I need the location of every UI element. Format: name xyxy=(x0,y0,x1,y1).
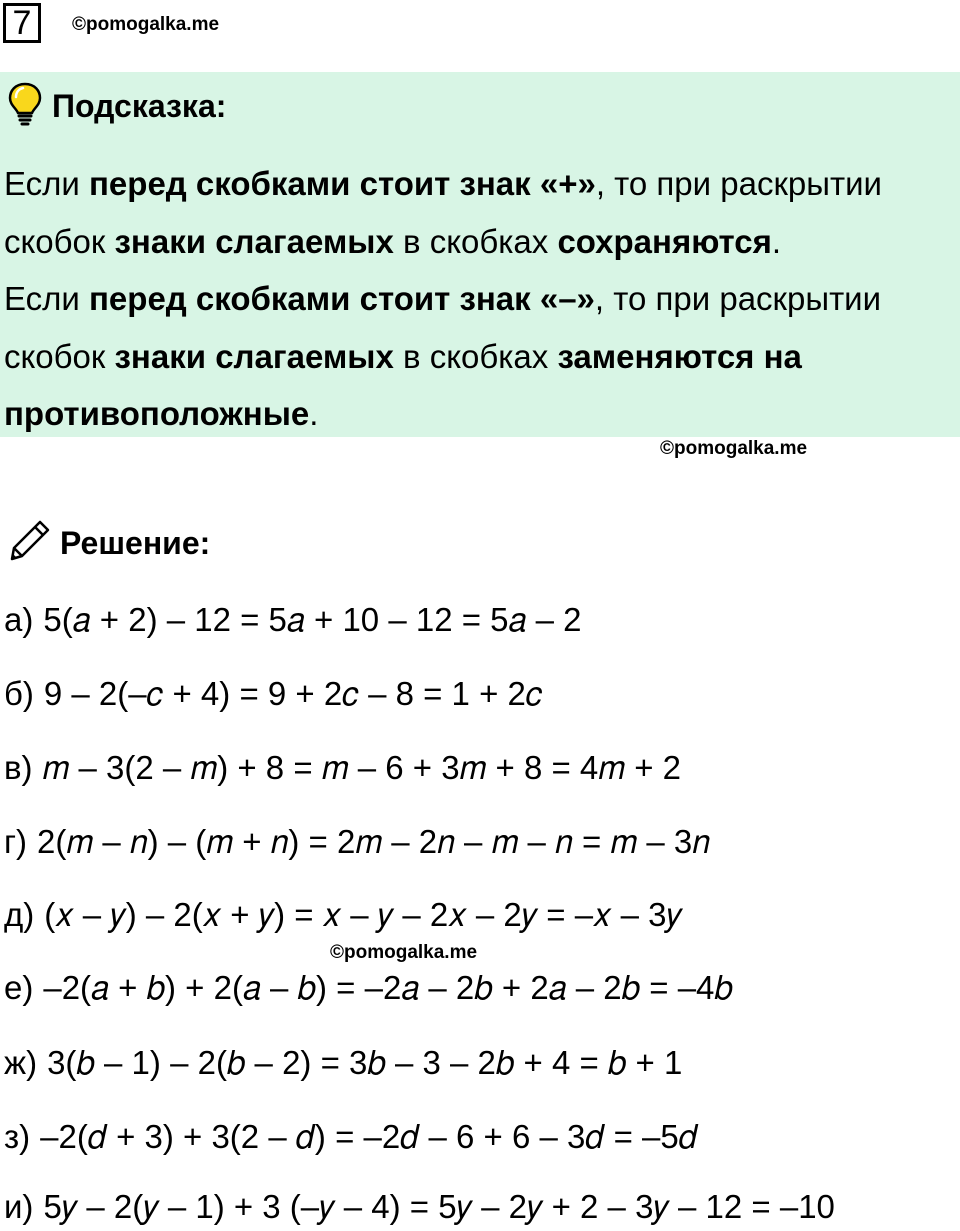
hint-rule-minus: Если перед скобками стоит знак «–», то при раскрытии скобок знаки слагаемых в скобках заменяются на противоположные. xyxy=(4,280,882,432)
equation-expression: 2(𝑚 – 𝑛) – (𝑚 + 𝑛) = 2𝑚 – 2𝑛 – 𝑚 – 𝑛 = 𝑚 – 3𝑛 xyxy=(37,823,710,860)
equation-label: ж) xyxy=(4,1044,38,1081)
equation-row xyxy=(4,1043,682,1083)
equation-row xyxy=(4,1117,698,1157)
equation-label: б) xyxy=(4,675,34,712)
watermark: ©pomogalka.me xyxy=(330,942,478,963)
solution-title: Решение: xyxy=(60,525,211,561)
equation-label: г) xyxy=(4,823,28,860)
hint-title: Подсказка: xyxy=(52,87,227,124)
hint-box xyxy=(0,72,960,437)
lightbulb-icon xyxy=(8,82,42,131)
task-number: 7 xyxy=(3,3,41,43)
equation-expression: 5(𝑎 + 2) – 12 = 5𝑎 + 10 – 12 = 5𝑎 – 2 xyxy=(43,601,582,638)
equation-label: а) xyxy=(4,601,34,638)
equation-expression: –2(𝑎 + 𝑏) + 2(𝑎 – 𝑏) = –2𝑎 – 2𝑏 + 2𝑎 – 2𝑏 = –4𝑏 xyxy=(43,969,733,1006)
equation-label: и) xyxy=(4,1188,34,1225)
equation-row xyxy=(4,600,581,640)
hint-header xyxy=(8,84,226,128)
equation-row xyxy=(4,748,681,788)
hint-rule-plus: Если перед скобками стоит знак «+», то при раскрытии скобок знаки слагаемых в скобках сохраняются. xyxy=(4,165,882,260)
equation-label: е) xyxy=(4,969,34,1006)
equation-expression: –2(𝑑 + 3) + 3(2 – 𝑑) = –2𝑑 – 6 + 6 – 3𝑑 = –5𝑑 xyxy=(40,1118,698,1155)
equation-label: з) xyxy=(4,1118,31,1155)
equation-row xyxy=(4,674,543,714)
equation-expression: (𝑥 – 𝑦) – 2(𝑥 + 𝑦) = 𝑥 – 𝑦 – 2𝑥 – 2𝑦 = –𝑥 – 3𝑦 xyxy=(44,896,682,933)
watermark: ©pomogalka.me xyxy=(660,438,808,459)
equation-row xyxy=(4,822,710,862)
equation-row xyxy=(4,968,733,1008)
equation-label: д) xyxy=(4,896,35,933)
solution-header xyxy=(6,518,210,569)
equation-expression: 5𝑦 – 2(𝑦 – 1) + 3 (–𝑦 – 4) = 5𝑦 – 2𝑦 + 2 – 3𝑦 – 12 = –10 xyxy=(43,1188,835,1225)
hint-text xyxy=(4,155,960,443)
equation-row xyxy=(4,1187,835,1227)
equation-expression: 𝑚 – 3(2 – 𝑚) + 8 = 𝑚 – 6 + 3𝑚 + 8 = 4𝑚 + 2 xyxy=(42,749,682,786)
equation-label: в) xyxy=(4,749,33,786)
watermark: ©pomogalka.me xyxy=(72,14,220,35)
pencil-icon xyxy=(6,518,52,569)
equation-expression: 9 – 2(–𝑐 + 4) = 9 + 2𝑐 – 8 = 1 + 2𝑐 xyxy=(43,675,543,712)
equation-expression: 3(𝑏 – 1) – 2(𝑏 – 2) = 3𝑏 – 3 – 2𝑏 + 4 = 𝑏 + 1 xyxy=(47,1044,683,1081)
equation-row xyxy=(4,895,682,935)
